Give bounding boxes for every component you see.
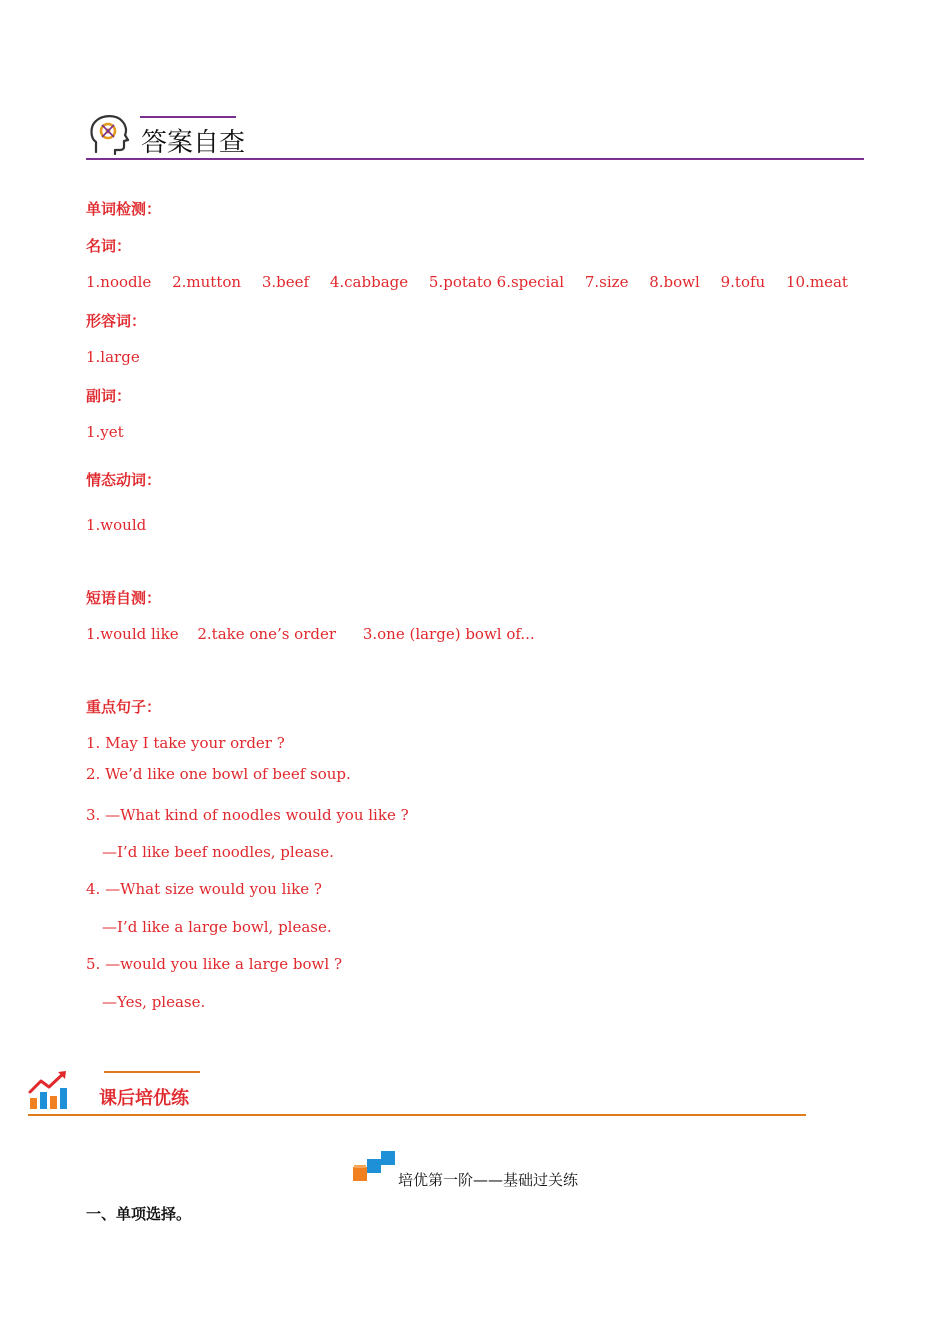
sentence-line: —I’d like a large bowl, please. bbox=[102, 918, 332, 936]
level-title: 培优第一阶——基础过关练 bbox=[398, 1171, 579, 1189]
modal-verb-item: 1.would bbox=[86, 516, 147, 534]
nouns-list bbox=[86, 273, 864, 291]
phrase-list bbox=[86, 625, 535, 643]
header-short-rule bbox=[140, 116, 236, 118]
head-brain-icon bbox=[88, 112, 132, 158]
practice-title: 课后培优练 bbox=[99, 1088, 189, 1109]
sentence-line: 5. —would you like a large bowl ? bbox=[86, 955, 342, 973]
header-underline bbox=[86, 158, 864, 160]
list-item: 1.would like bbox=[86, 625, 179, 643]
practice-short-rule bbox=[104, 1071, 200, 1073]
list-item: 3.one (large) bowl of... bbox=[362, 625, 535, 643]
exercise-heading: 一、单项选择。 bbox=[86, 1205, 192, 1223]
phrase-check-label: 短语自测： bbox=[86, 589, 162, 607]
sentence-line: 3. —What kind of noodles would you like ? bbox=[86, 806, 409, 824]
sentence-line: 2. We’d like one bowl of beef soup. bbox=[86, 765, 351, 783]
list-item: 4.cabbage bbox=[329, 273, 409, 291]
nouns-label: 名词： bbox=[86, 237, 132, 255]
practice-underline bbox=[28, 1114, 806, 1116]
word-check-label: 单词检测： bbox=[86, 200, 162, 218]
sentence-line: —I’d like beef noodles, please. bbox=[102, 843, 334, 861]
sentence-line: 4. —What size would you like ? bbox=[86, 880, 322, 898]
sentence-line: —Yes, please. bbox=[102, 993, 206, 1011]
key-sentences-label: 重点句子： bbox=[86, 698, 162, 716]
growth-chart-icon bbox=[28, 1068, 72, 1112]
list-item: 5.potato 6.special bbox=[428, 273, 565, 291]
adverb-item: 1.yet bbox=[86, 423, 124, 441]
list-item: 2.take one’s order bbox=[197, 625, 337, 643]
list-item: 10.meat bbox=[785, 273, 848, 291]
adverbs-label: 副词： bbox=[86, 387, 132, 405]
list-item: 9.tofu bbox=[720, 273, 766, 291]
list-item: 2.mutton bbox=[172, 273, 242, 291]
list-item: 3.beef bbox=[261, 273, 310, 291]
stairs-icon bbox=[353, 1151, 395, 1183]
sentence-line: 1. May I take your order ? bbox=[86, 734, 285, 752]
list-item: 8.bowl bbox=[649, 273, 700, 291]
adjectives-label: 形容词： bbox=[86, 312, 147, 330]
adjective-item: 1.large bbox=[86, 348, 140, 366]
list-item: 1.noodle bbox=[86, 273, 152, 291]
modal-verbs-label: 情态动词： bbox=[86, 471, 162, 489]
list-item: 7.size bbox=[584, 273, 629, 291]
header-title: 答案自查 bbox=[141, 128, 246, 158]
